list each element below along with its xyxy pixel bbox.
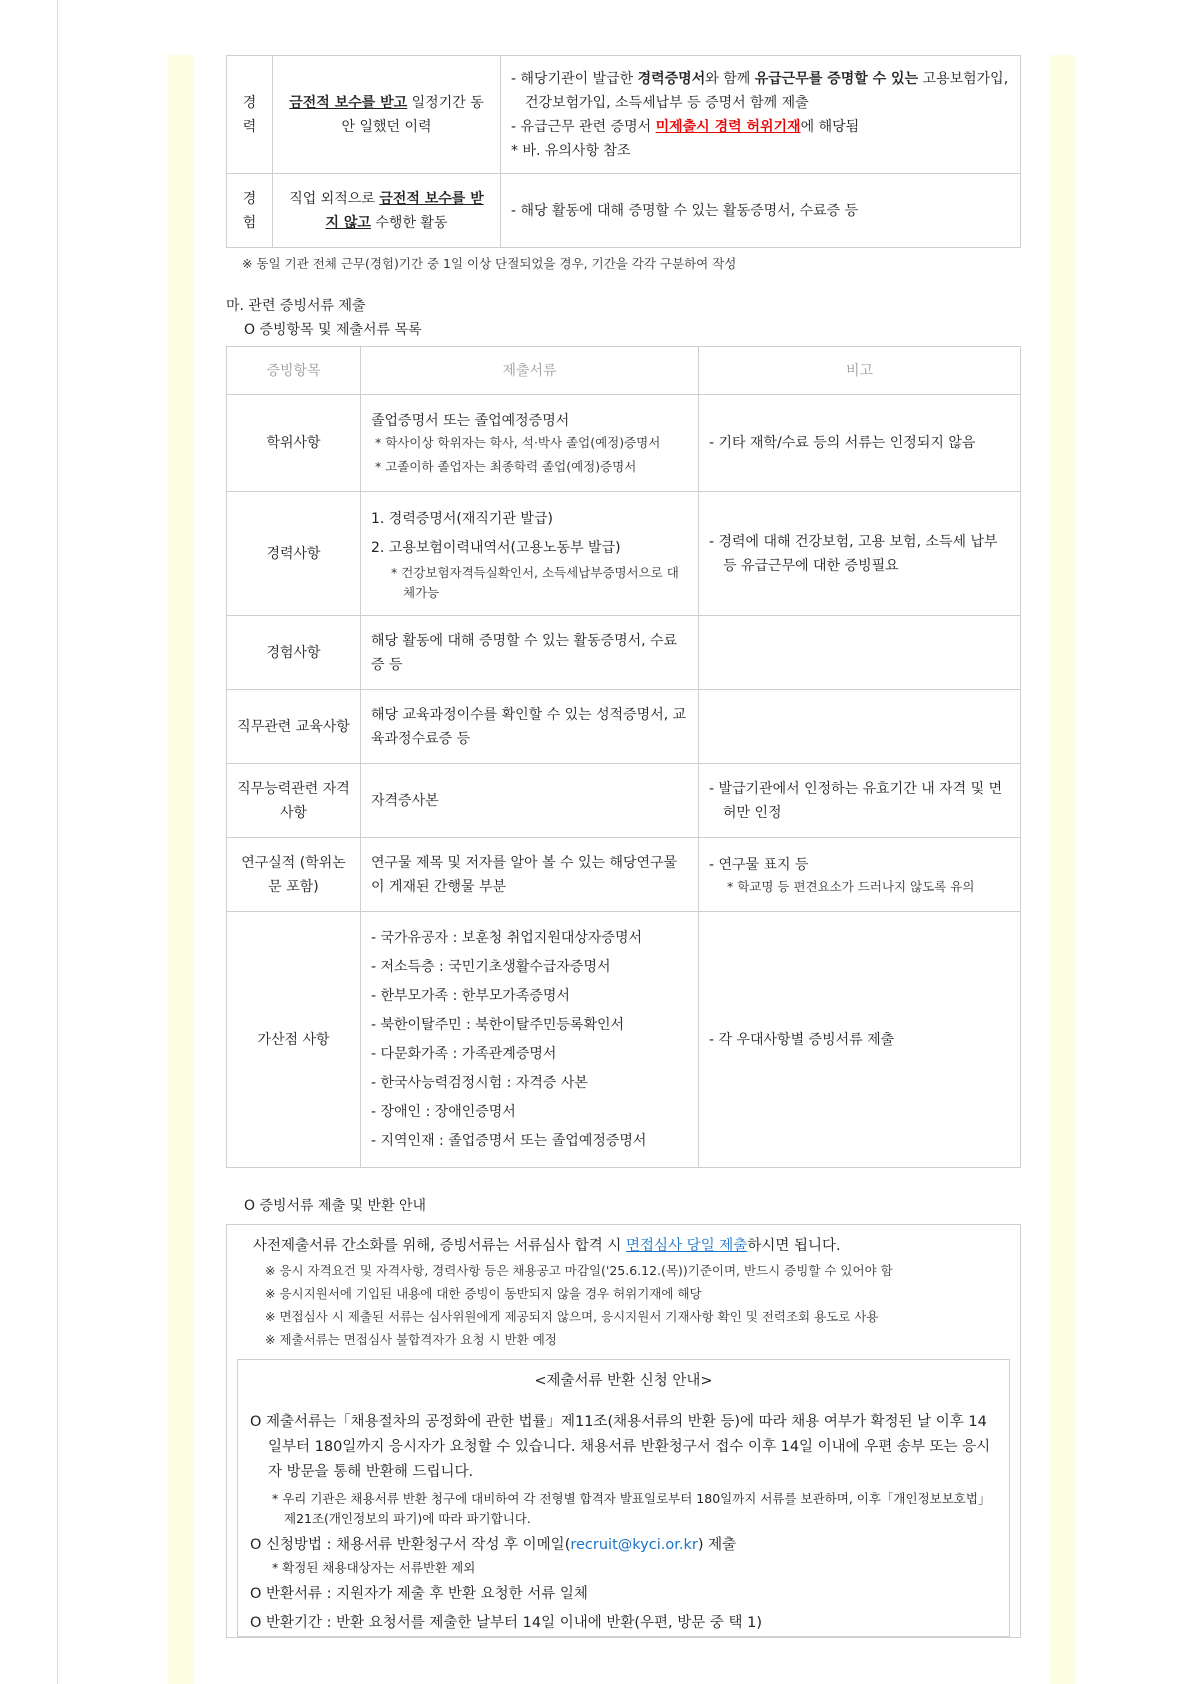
remark-cell: - 기타 재학/수료 등의 서류는 인정되지 않음 (699, 395, 1021, 492)
column-header: 제출서류 (361, 347, 699, 395)
docs-cell: - 해당 활동에 대해 증명할 수 있는 활동증명서, 수료증 등 (501, 174, 1021, 248)
remark-cell: - 각 우대사항별 증빙서류 제출 (699, 912, 1021, 1168)
item-cell: 직무관련 교육사항 (227, 690, 361, 764)
table-row (227, 764, 1021, 838)
submission-note: ※ 제출서류는 면접심사 불합격자가 요청 시 반환 예정 (265, 1332, 557, 1347)
remark-cell: - 경력에 대해 건강보험, 고용 보험, 소득세 납부 등 유급근무에 대한 증빙필요 (699, 492, 1021, 616)
submission-note: ※ 응시지원서에 기입된 내용에 대한 증빙이 동반되지 않을 경우 허위기재에 해당 (265, 1286, 702, 1301)
career-footnote: ※ 동일 기관 전체 근무(경험)기간 중 1일 이상 단절되었을 경우, 기간을 각각 구분하여 작성 (242, 256, 737, 271)
submission-note: ※ 응시 자격요건 및 자격사항, 경력사항 등은 채용공고 마감일('25.6.12.(목))기준이며, 반드시 증빙할 수 있어야 함 (265, 1263, 893, 1278)
right-page-band (1050, 55, 1076, 1684)
docs-cell: 해당 활동에 대해 증명할 수 있는 활동증명서, 수료증 등 (361, 616, 699, 690)
list-item: - 한부모가족 : 한부모가족증명서 (371, 987, 570, 1004)
category-cell: 경험 (227, 174, 273, 248)
list-item: - 국가유공자 : 보훈청 취업지원대상자증명서 (371, 929, 643, 946)
left-margin-rule (57, 0, 58, 1684)
docs-cell: 해당 교육과정이수를 확인할 수 있는 성적증명서, 교육과정수료증 등 (361, 690, 699, 764)
list-item: - 장애인 : 장애인증명서 (371, 1103, 516, 1120)
evidence-documents-table (226, 346, 1021, 1168)
submission-intro: 사전제출서류 간소화를 위해, 증빙서류는 서류심사 합격 시 면접심사 당일 제출하시면 됩니다. (253, 1238, 841, 1254)
return-note: * 확정된 채용대상자는 서류반환 제외 (272, 1560, 476, 1575)
section-title: 마. 관련 증빙서류 제출 (226, 298, 366, 314)
remark-cell (699, 690, 1021, 764)
return-paragraph: O 제출서류는「채용절차의 공정화에 관한 법률」제11조(채용서류의 반환 등)에 따라 채용 여부가 확정된 날 이후 14일부터 180일까지 응시자가 요청할 수 있습니다. 채용서류 반환청구서 접수 이후 14일 이내에 우편 송부 또는 응시자 방문을 통해 반환해 드립니다. (250, 1414, 991, 1480)
table-row (227, 395, 1021, 492)
docs-cell (361, 912, 699, 1168)
submission-note: ※ 면접심사 시 제출된 서류는 심사위원에게 제공되지 않으며, 응시지원서 기재사항 확인 및 전력조회 용도로 사용 (265, 1309, 879, 1324)
submission-guide-box (226, 1224, 1021, 1638)
return-method: O 신청방법 : 채용서류 반환청구서 작성 후 이메일(recruit@kyci.or.kr) 제출 (250, 1537, 737, 1553)
table-row (227, 690, 1021, 764)
docs-cell: 자격증사본 (361, 764, 699, 838)
table-row (227, 174, 1021, 248)
list-item: - 다문화가족 : 가족관계증명서 (371, 1045, 557, 1062)
table-row (227, 912, 1021, 1168)
table-row (227, 616, 1021, 690)
column-header: 비고 (699, 347, 1021, 395)
submission-subtitle: O 증빙서류 제출 및 반환 안내 (244, 1198, 427, 1214)
docs-cell: - 해당기관이 발급한 경력증명서와 함께 유급근무를 증명할 수 있는 고용보험가입, 건강보험가입, 소득세납부 등 증명서 함께 제출 - 유급근무 관련 증명서 미제출시 경력 허위기재에 해당됨 * 바. 유의사항 참조 (501, 56, 1021, 174)
list-item: - 저소득층 : 국민기초생활수급자증명서 (371, 958, 611, 975)
recruit-email-link[interactable]: recruit@kyci.or.kr (570, 1537, 698, 1553)
table-row (227, 838, 1021, 912)
item-cell: 직무능력관련 자격사항 (227, 764, 361, 838)
document-content (226, 55, 1021, 1638)
table-row (227, 56, 1021, 174)
return-request-box (237, 1359, 1010, 1637)
list-item: - 한국사능력검정시험 : 자격증 사본 (371, 1074, 588, 1091)
docs-cell: 졸업증명서 또는 졸업예정증명서 * 학사이상 학위자는 학사, 석·박사 졸업(예정)증명서 * 고졸이하 졸업자는 최종학력 졸업(예정)증명서 (361, 395, 699, 492)
item-cell: 경험사항 (227, 616, 361, 690)
remark-cell (699, 616, 1021, 690)
return-box-title: <제출서류 반환 신청 안내> (534, 1373, 713, 1389)
return-period: O 반환기간 : 반환 요청서를 제출한 날부터 14일 이내에 반환(우편, 방문 중 택 1) (250, 1615, 763, 1631)
docs-cell: 연구물 제목 및 저자를 알아 볼 수 있는 해당연구물이 게재된 간행물 부분 (361, 838, 699, 912)
list-item: - 북한이탈주민 : 북한이탈주민등록확인서 (371, 1016, 625, 1033)
return-note: * 우리 기관은 채용서류 반환 청구에 대비하여 각 전형별 합격자 발표일로부터 180일까지 서류를 보관하며, 이후「개인정보보호법」제21조(개인정보의 파기)에 따라 파기합니다. (272, 1491, 991, 1526)
item-cell: 학위사항 (227, 395, 361, 492)
definition-cell: 금전적 보수를 받고 일정기간 동안 일했던 이력 (273, 56, 501, 174)
table-row (227, 492, 1021, 616)
docs-cell: 1. 경력증명서(재직기관 발급) 2. 고용보험이력내역서(고용노동부 발급) * 건강보험자격득실확인서, 소득세납부증명서으로 대체가능 (361, 492, 699, 616)
career-definition-table (226, 55, 1021, 248)
definition-cell: 직업 외적으로 금전적 보수를 받지 않고 수행한 활동 (273, 174, 501, 248)
list-item: - 지역인재 : 졸업증명서 또는 졸업예정증명서 (371, 1132, 647, 1149)
remark-cell: - 발급기관에서 인정하는 유효기간 내 자격 및 면허만 인정 (699, 764, 1021, 838)
category-cell: 경력 (227, 56, 273, 174)
reference-note: * 바. 유의사항 참조 (511, 142, 631, 159)
left-page-band (168, 55, 194, 1684)
column-header: 증빙항목 (227, 347, 361, 395)
item-cell: 가산점 사항 (227, 912, 361, 1168)
item-cell: 경력사항 (227, 492, 361, 616)
bonus-points-list (371, 924, 688, 1156)
return-documents: O 반환서류 : 지원자가 제출 후 반환 요청한 서류 일체 (250, 1586, 588, 1602)
table-header-row (227, 347, 1021, 395)
interview-day-link[interactable]: 면접심사 당일 제출 (626, 1238, 748, 1254)
item-cell: 연구실적 (학위논문 포함) (227, 838, 361, 912)
remark-cell: - 연구물 표지 등 * 학교명 등 편견요소가 드러나지 않도록 유의 (699, 838, 1021, 912)
section-subtitle: O 증빙항목 및 제출서류 목록 (244, 322, 422, 338)
